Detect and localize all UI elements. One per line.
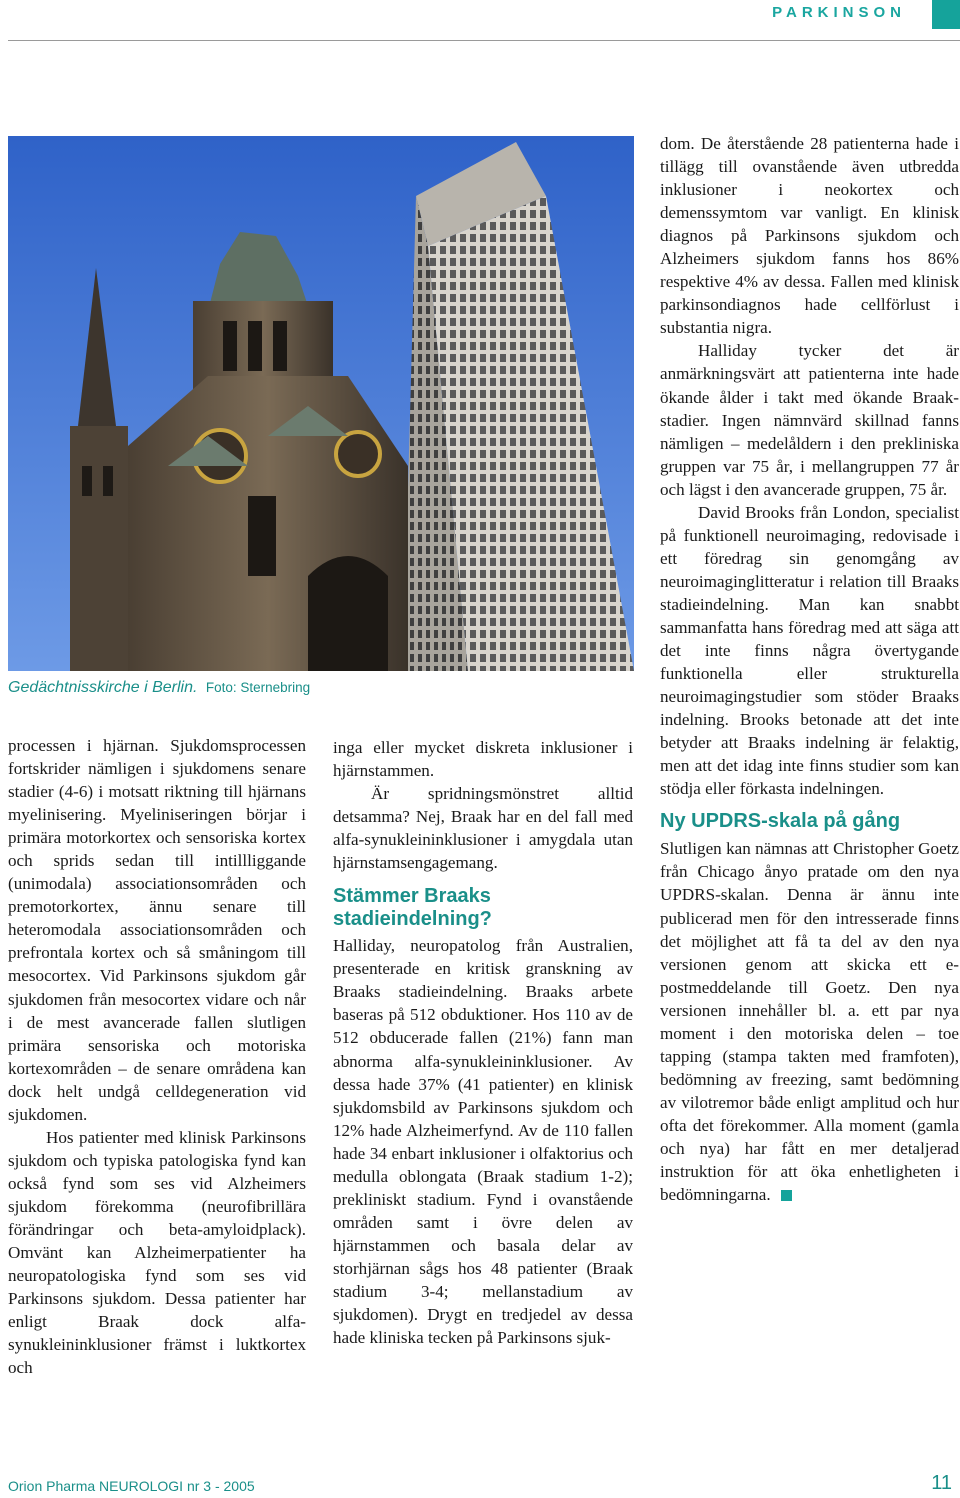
paragraph: processen i hjärnan. Sjukdomsprocessen fortskrider nämligen i sjukdomens senare stadier (4-6) i motsatt riktning till hjärnans myelinisering. Myeliniseringen börjar i primära motorkortex och sensoriska kortex och sprids sedan till intillliggande (unimodala) associationsområden och premotorkortex, ännu senare till heteromodala associationsområden och prefrontala kortex och så småningom till mesocortex. Vid Parkinsons sjukdom går sjukdomen från mesocortex vidare och når i de mest avancerade fallen slutligen primära sensoriska och motoriska kortexområden – de senare områdena kan dock helt undgå celldegeneration vid sjukdomen. [8,736,306,1124]
column-1 [8,734,306,1379]
photo-credit: Foto: Sternebring [205,680,311,695]
section-marker [932,0,960,29]
column-3 [660,132,959,1206]
publication-footer: Orion Pharma NEUROLOGI nr 3 - 2005 [8,1478,255,1494]
paragraph: Hos patienter med klinisk Parkinsons sjukdom och typiska patologiska fynd kan också fynd som ses vid Alzheimers sjukdom förekomma (neurofibrillära förändringar och beta-amyloidplack). Omvänt kan Alzheimerpatienter ha neuropatologiska fynd som ses vid Parkinsons sjukdom. Dessa patienter har enligt Braak dock alfa-synukleininklusioner främst i luktkortex och [8,1127,306,1378]
caption-text: Gedächtnisskirche i Berlin. [8,679,198,696]
section-heading: Ny UPDRS-skala på gång [660,810,901,833]
paragraph: David Brooks från London, specialist på funktionell neuroimaging, redovisade i ett föredrag sin genomgång av neuroimaginglitteratur i relation till Braaks stadieindelning. Man kan snabbt sammanfatta hans föredrag med att säga att det inte finns några övertygande funktionella eller strukturella neuroimagingstudier som stöder Braaks indelning. Brooks betonade att det inte betyder att Braaks indelning är felaktig, men att det idag inte finns studier som kan stödja eller förkasta indelningen. [660,502,959,799]
paragraph: Halliday, neuropatolog från Australien, presenterade en kritisk granskning av Braaks stadieindelning. Braaks arbete baseras på 512 obduktioner. Hos 110 av de 512 obducerade fallen (21%) fann man abnorma alfa-synukleininklusioner. Av dessa hade 37% (41 patienter) en klinisk sjukdomsbild av Parkinsons sjukdom och 12% hade Alzheimerfynd. Av de 110 fallen hade 34 enbart inklusioner i olfaktorius och medulla oblongata (Braak stadium 1-2); prekliniskt stadium. Fynd i ovanstående områden samt i övre delen av hjärnstammen och basala delar av storhjärnan sågs hos 48 patienter (Braak stadium 3-4; mellanstadium av sjukdomen). Drygt en tredjedel av dessa hade kliniska tecken på Parkinsons sjuk- [333,936,633,1348]
page-number: 11 [931,1472,952,1494]
photo-caption [8,679,310,697]
paragraph: Är spridningsmönstret alltid detsamma? Nej, Braak har en del fall med alfa-synukleininklusioner i amygdala utan hjärnstamsengagemang. [333,784,633,873]
paragraph: Halliday tycker det är anmärkningsvärt att patienterna inte hade ökande ålder i takt med ökande Braak-stadier. Ingen nämnvärd skillnad fanns nämligen – medelåldern i den prekliniska gruppen var 75 år, i mellangruppen 77 år och lägst i den avancerade gruppen, 75 år. [660,341,959,499]
section-label: PARKINSON [772,4,906,21]
end-of-article-mark [781,1190,792,1201]
paragraph-text: Slutligen kan nämnas att Christopher Goetz från Chicago ånyo pratade om den nya UPDRS-skalan. Denna är ännu inte publicerad men för den intresserade finns det möjlighet att få ta del av den nya versionen genom att skicka ett e-postmeddelande till Goetz. Den nya versionen innehåller bl. a. ett par nya moment i den motoriska delen – toe tapping (stampa takten med framfoten), bedömning av freezing, samt bedömning av vilotremor både enligt amplitud och hur ofta det förekommer. Alla moment (gamla och nya) har fått en mer detaljerad instruktion för att öka enhetligheten i bedömningarna. [660,839,959,1205]
paragraph: dom. De återstående 28 patienterna hade i tillägg till ovanstående även utbredda inklusioner i neokortex och demenssymtom var vanligt. En klinisk diagnos på Parkinsons sjukdom och Alzheimers sjukdom fanns hos 86% respektive 4% av dessa. Fallen med klinisk parkinsondiagnos hade cellförlust i substantia nigra. [660,134,959,338]
church-photo [8,136,634,671]
paragraph [660,837,959,1206]
column-2 [333,736,633,1349]
header-divider [8,40,960,41]
paragraph: inga eller mycket diskreta inklusioner i hjärnstammen. [333,738,633,781]
section-heading: Stämmer Braaks stadieindelning? [333,885,492,931]
